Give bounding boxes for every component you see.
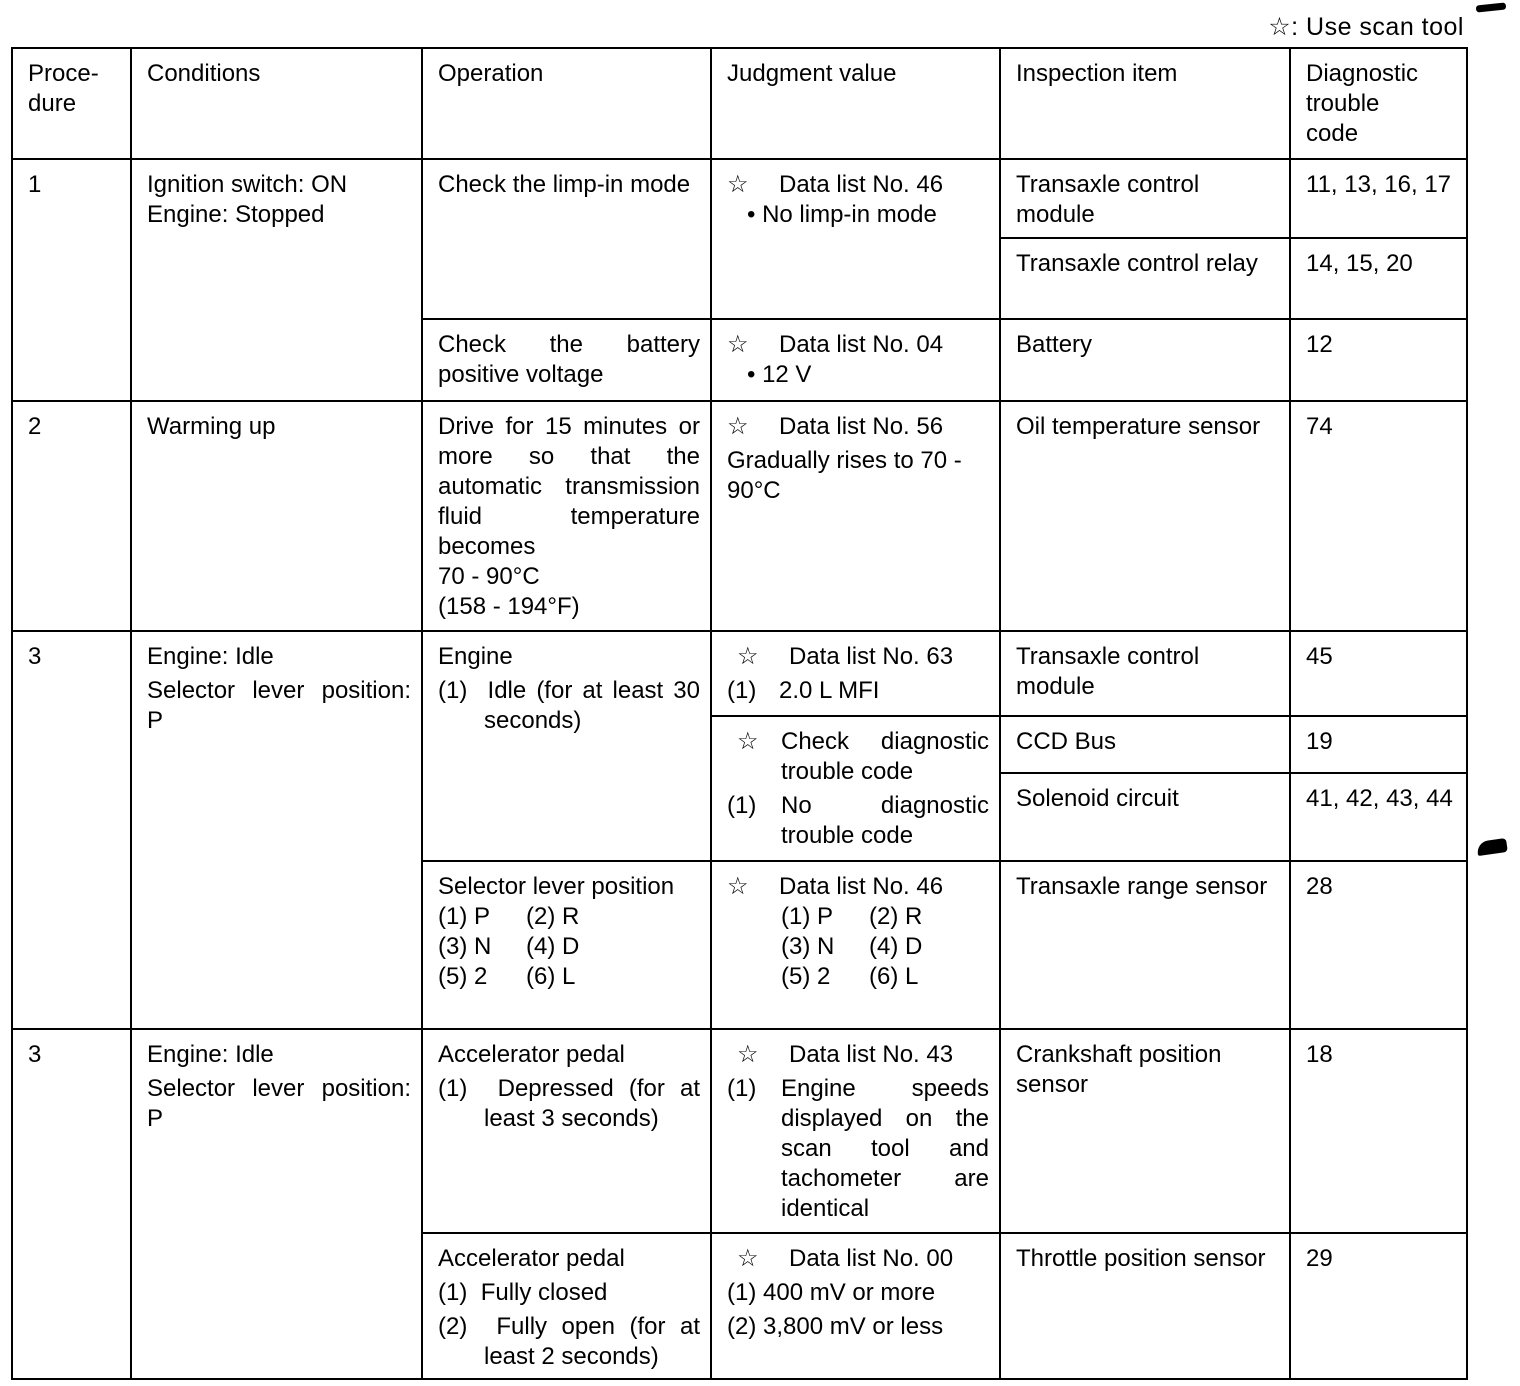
position: (4) D xyxy=(869,933,923,960)
procedure-cell: 3 xyxy=(12,1029,131,1379)
item-text: Idle (for at least 30 seconds) xyxy=(484,677,700,734)
operation-cell xyxy=(422,1233,711,1379)
judgment-line: (1) 400 mV or more xyxy=(727,1279,936,1306)
judgment-cell xyxy=(711,716,1000,861)
operation-title: Accelerator pedal xyxy=(438,1041,625,1068)
star-icon: ☆ xyxy=(737,1041,759,1068)
procedure-cell: 1 xyxy=(12,159,131,401)
conditions-cell xyxy=(131,159,422,401)
item-text: Fully open (for at least 2 seconds) xyxy=(484,1313,700,1370)
header-row xyxy=(12,48,1467,159)
dtc-cell: 45 xyxy=(1290,631,1467,716)
procedure-cell: 2 xyxy=(12,401,131,631)
item-number: (1) xyxy=(438,1075,468,1102)
operation-title: Engine xyxy=(438,643,513,670)
judgment-title: Data list No. 46 xyxy=(779,873,944,900)
judgment-line: Engine speeds displayed on the scan tool and tachometer are identical xyxy=(781,1075,989,1222)
header-inspection: Inspection item xyxy=(1000,48,1290,159)
judgment-line: • 12 V xyxy=(747,361,812,388)
operation-line xyxy=(438,1312,700,1372)
header-conditions: Conditions xyxy=(131,48,422,159)
scan-tool-legend: ☆: Use scan tool xyxy=(1268,13,1464,41)
judgment-line: • No limp-in mode xyxy=(747,201,937,228)
position-pair xyxy=(438,932,700,962)
item-number: (1) xyxy=(438,677,468,704)
operation-title: Accelerator pedal xyxy=(438,1245,625,1272)
position: (6) L xyxy=(869,963,919,990)
inspection-cell: Transaxle range sensor xyxy=(1000,861,1290,1029)
item-text: Fully closed xyxy=(480,1279,608,1306)
dtc-cell: 29 xyxy=(1290,1233,1467,1379)
condition-line: Ignition switch: ON xyxy=(147,171,348,198)
inspection-cell: Transaxle control module xyxy=(1000,631,1290,716)
header-judgment: Judgment value xyxy=(711,48,1000,159)
dtc-cell: 12 xyxy=(1290,319,1467,401)
star-icon: ☆ xyxy=(737,728,759,755)
condition-line: Engine: Idle xyxy=(147,1041,274,1068)
judgment-title: Data list No. 56 xyxy=(779,413,944,440)
position: (3) N xyxy=(438,933,492,960)
inspection-cell: Crankshaft position sensor xyxy=(1000,1029,1290,1233)
judgment-title: Data list No. 04 xyxy=(779,331,944,358)
position: (1) P xyxy=(438,903,491,930)
judgment-line: No diagnostic trouble code xyxy=(781,792,989,849)
judgment-title: Data list No. 63 xyxy=(789,643,954,670)
judgment-cell xyxy=(711,159,1000,319)
judgment-title: Data list No. 43 xyxy=(789,1041,954,1068)
judgment-line: (2) 3,800 mV or less xyxy=(727,1313,944,1340)
inspection-cell: Throttle position sensor xyxy=(1000,1233,1290,1379)
dtc-cell: 74 xyxy=(1290,401,1467,631)
operation-cell xyxy=(422,861,711,1029)
position: (4) D xyxy=(526,933,580,960)
star-icon: ☆ xyxy=(737,643,759,670)
position: (2) R xyxy=(526,903,580,930)
condition-line: Selector lever position: P xyxy=(147,677,411,734)
item-number: (1) xyxy=(727,792,757,819)
table-row xyxy=(12,1029,1467,1233)
item-number: (1) xyxy=(438,1279,468,1306)
star-icon: ☆ xyxy=(727,873,749,900)
star-icon: ☆ xyxy=(727,331,749,358)
position: (6) L xyxy=(526,963,576,990)
operation-title: Selector lever position xyxy=(438,873,675,900)
position: (1) P xyxy=(781,903,834,930)
star-icon: ☆ xyxy=(737,1245,759,1272)
position-pair xyxy=(438,902,700,932)
operation-cell xyxy=(422,631,711,861)
position: (5) 2 xyxy=(781,963,831,990)
conditions-cell: Warming up xyxy=(131,401,422,631)
judgment-cell xyxy=(711,861,1000,1029)
header-text: Diagnostic xyxy=(1306,60,1419,87)
item-number: (1) xyxy=(727,1075,757,1102)
position-pair xyxy=(438,962,700,992)
position-pair xyxy=(727,962,989,992)
operation-line: 70 - 90°C xyxy=(438,563,540,590)
table-row xyxy=(12,631,1467,716)
inspection-cell: CCD Bus xyxy=(1000,716,1290,773)
conditions-cell xyxy=(131,631,422,1029)
dtc-cell: 28 xyxy=(1290,861,1467,1029)
conditions-cell xyxy=(131,1029,422,1379)
condition-line: Engine: Stopped xyxy=(147,201,325,228)
judgment-line: 2.0 L MFI xyxy=(779,677,880,704)
condition-line: Selector lever position: P xyxy=(147,1075,411,1132)
judgment-cell xyxy=(711,401,1000,631)
operation-cell xyxy=(422,401,711,631)
change-bar-mark xyxy=(1476,2,1507,12)
header-operation: Operation xyxy=(422,48,711,159)
inspection-cell: Battery xyxy=(1000,319,1290,401)
position-pair xyxy=(727,932,989,962)
dtc-cell: 18 xyxy=(1290,1029,1467,1233)
dtc-cell: 41, 42, 43, 44 xyxy=(1290,773,1467,861)
item-number: (1) xyxy=(727,677,757,704)
dtc-cell: 14, 15, 20 xyxy=(1290,238,1467,319)
header-text: trouble xyxy=(1306,90,1380,117)
star-icon: ☆ xyxy=(727,171,749,198)
inspection-cell: Solenoid circuit xyxy=(1000,773,1290,861)
operation-line: (158 - 194°F) xyxy=(438,593,580,620)
item-number: (2) xyxy=(438,1313,468,1340)
operation-line xyxy=(438,676,700,736)
position: (5) 2 xyxy=(438,963,488,990)
item-text: Depressed (for at least 3 seconds) xyxy=(484,1075,700,1132)
judgment-cell xyxy=(711,631,1000,716)
procedure-cell: 3 xyxy=(12,631,131,1029)
header-procedure xyxy=(12,48,131,159)
header-text: Proce- xyxy=(28,60,99,87)
judgment-line: Gradually rises to 70 - 90°C xyxy=(727,447,962,504)
condition-line: Engine: Idle xyxy=(147,643,274,670)
judgment-title: Data list No. 46 xyxy=(779,171,944,198)
table-row xyxy=(12,159,1467,238)
operation-line xyxy=(438,1074,700,1134)
operation-cell: Check the limp-in mode xyxy=(422,159,711,319)
header-text: dure xyxy=(28,90,77,117)
header-dtc xyxy=(1290,48,1467,159)
operation-cell: Check the battery positive voltage xyxy=(422,319,711,401)
position: (2) R xyxy=(869,903,923,930)
change-bar-mark xyxy=(1476,838,1508,856)
operation-line xyxy=(438,1278,700,1308)
dtc-cell: 11, 13, 16, 17 xyxy=(1290,159,1467,238)
star-icon: ☆ xyxy=(727,413,749,440)
judgment-cell xyxy=(711,1233,1000,1379)
inspection-cell: Transaxle control module xyxy=(1000,159,1290,238)
inspection-table xyxy=(11,47,1468,1380)
judgment-cell xyxy=(711,1029,1000,1233)
table-row xyxy=(12,401,1467,631)
judgment-title: Data list No. 00 xyxy=(789,1245,954,1272)
operation-cell xyxy=(422,1029,711,1233)
judgment-title: Check diagnostic trouble code xyxy=(781,728,989,785)
position-pair xyxy=(727,902,989,932)
dtc-cell: 19 xyxy=(1290,716,1467,773)
position: (3) N xyxy=(781,933,835,960)
judgment-cell xyxy=(711,319,1000,401)
operation-text: Drive for 15 minutes or more so that the automatic transmission fluid temperature becomes xyxy=(438,413,700,560)
header-text: code xyxy=(1306,120,1359,147)
inspection-cell: Transaxle control relay xyxy=(1000,238,1290,319)
inspection-cell: Oil temperature sensor xyxy=(1000,401,1290,631)
